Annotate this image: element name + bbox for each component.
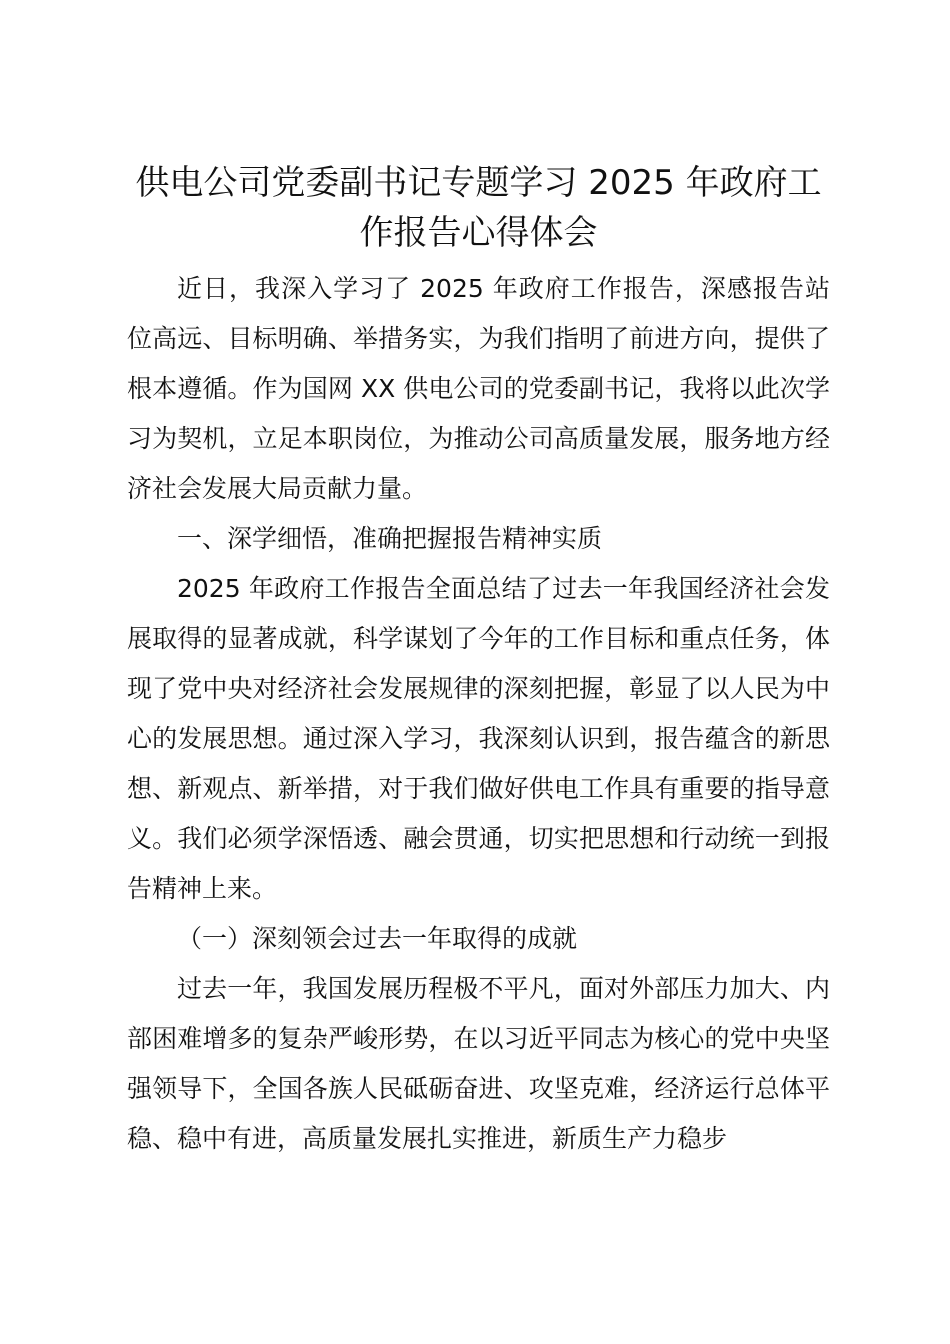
section-1-paragraph: 2025 年政府工作报告全面总结了过去一年我国经济社会发展取得的显著成就，科学谋划了今年的工作目标和重点任务，体现了党中央对经济社会发展规律的深刻把握，彰显了以人民为中心的发展思想。通过深入学习，我深刻认识到，报告蕴含的新思想、新观点、新举措，对于我们做好供电工作具有重要的指导意义。我们必须学深悟透、融会贯通，切实把思想和行动统一到报告精神上来。 <box>127 574 830 903</box>
title-line-1: 供电公司党委副书记专题学习 2025 年政府工 <box>135 163 822 203</box>
section-heading-1: 一、深学细悟，准确把握报告精神实质 <box>177 524 603 553</box>
subsection-heading-1: （一）深刻领会过去一年取得的成就 <box>177 924 578 953</box>
intro-paragraph: 近日，我深入学习了 2025 年政府工作报告，深感报告站位高远、目标明确、举措务实，为我们指明了前进方向，提供了根本遵循。作为国网 XX 供电公司的党委副书记，我将以此次学习为契机，立足本职岗位，为推动公司高质量发展，服务地方经济社会发展大局贡献力量。 <box>127 274 830 503</box>
subsection-1-paragraph: 过去一年，我国发展历程极不平凡，面对外部压力加大、内部困难增多的复杂严峻形势，在以习近平同志为核心的党中央坚强领导下，全国各族人民砥砺奋进、攻坚克难，经济运行总体平稳、稳中有进，高质量发展扎实推进，新质生产力稳步 <box>127 974 830 1153</box>
document-body <box>127 264 830 1164</box>
document-title <box>127 158 830 258</box>
title-line-2: 作报告心得体会 <box>359 213 598 253</box>
